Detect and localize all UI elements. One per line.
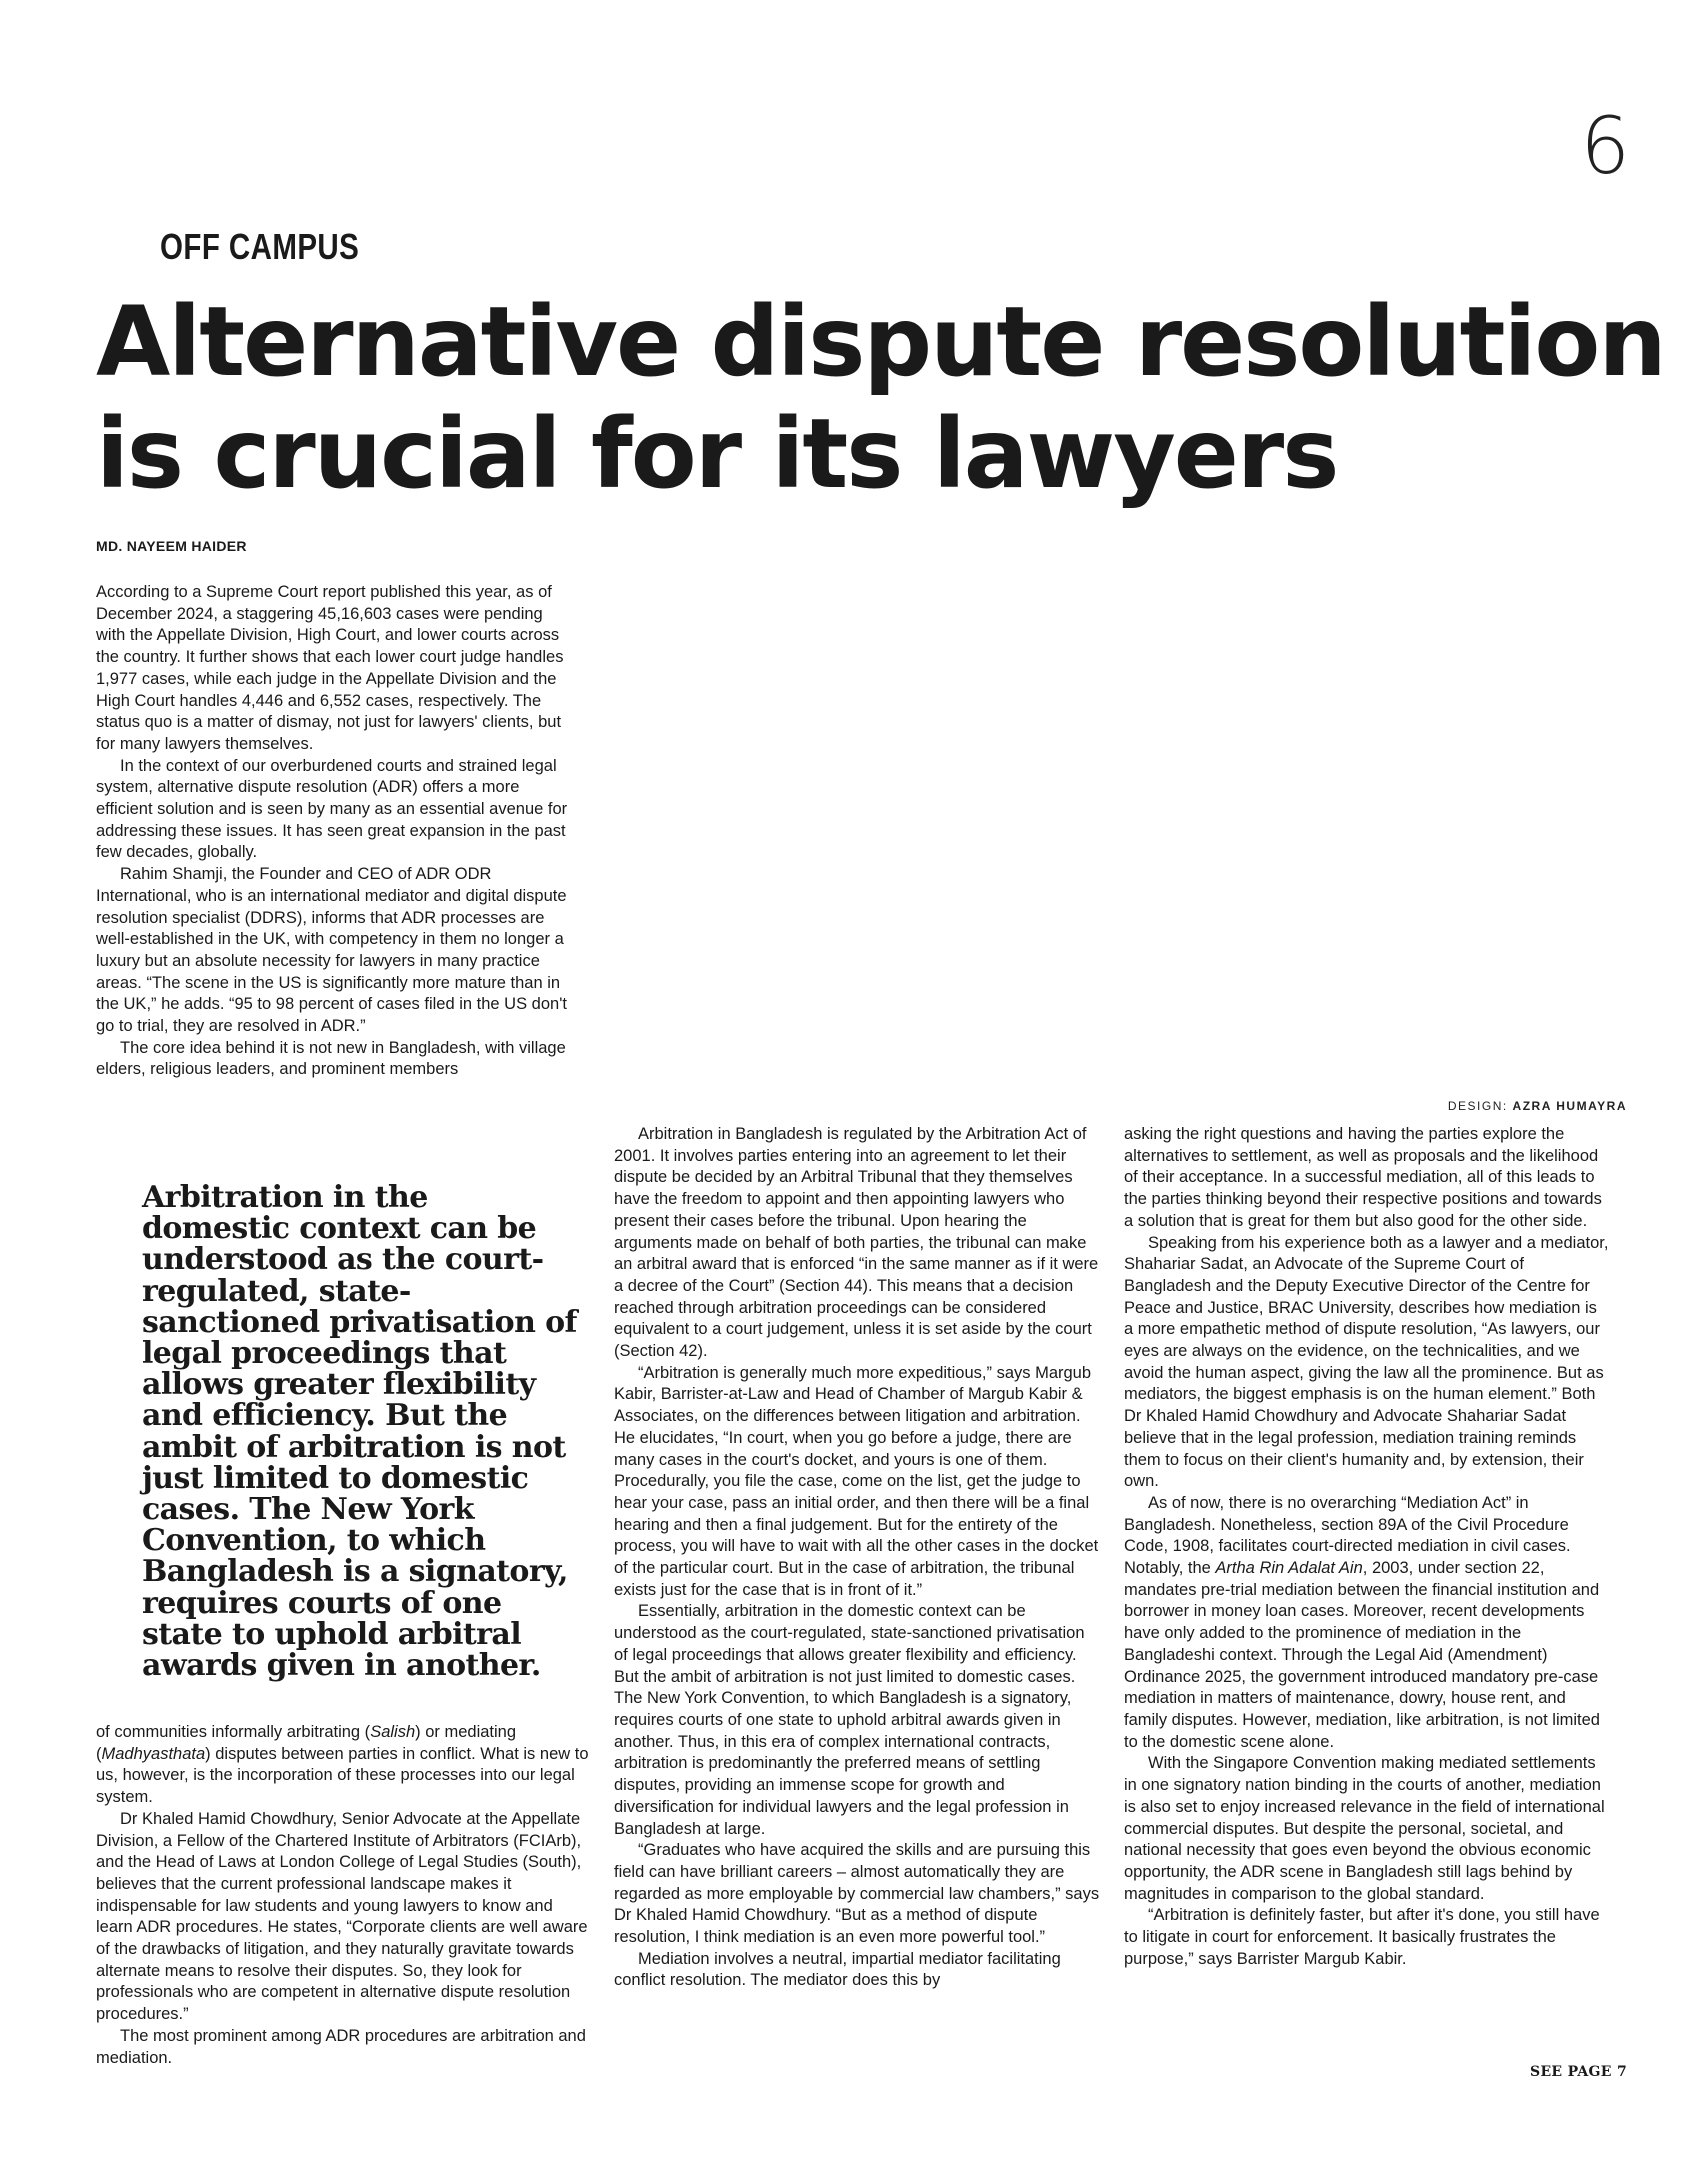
italic-term: Artha Rin Adalat Ain (1215, 1559, 1363, 1578)
article-paragraph: In the context of our overburdened courts and strained legal system, alternative dispute resolution (ADR) offers a more efficient solution and is seen by many as an essential avenue for addressing these issues. It has seen great expansion in the past few decades, globally. (96, 756, 568, 862)
design-credit-label: DESIGN: (1447, 1099, 1508, 1113)
italic-term: Salish (370, 1723, 416, 1741)
italic-term: Madhyasthata (101, 1744, 206, 1763)
headline-line-2: is crucial for its lawyers (96, 398, 1338, 510)
headline (96, 286, 1665, 510)
text-run: of communities informally arbitrating ( (96, 1723, 371, 1741)
article-paragraph: “Graduates who have acquired the skills and are pursuing this field can have brilliant careers – almost automatically they are regarded as more employable by commercial law chambers,” says Dr Khaled Hamid Chowdhury. “But as a method of dispute resolution, I think mediation is an even more powerful tool.” (614, 1841, 1100, 1947)
article-paragraph: Dr Khaled Hamid Chowdhury, Senior Advocate at the Appellate Division, a Fellow of the Chartered Institute of Arbitrators (FCIArb), and the Head of Laws at London College of Legal Studies (South), believes that the current professional landscape makes it indispensable for law students and young lawyers to know and learn ADR procedures. He states, “Corporate clients are well aware of the drawbacks of litigation, and they naturally gravitate towards alternate means to resolve their disputes. So, they look for professionals who are competent in alternative dispute resolution procedures.” (96, 1809, 588, 2024)
continued-on-page: SEE PAGE 7 (1530, 2064, 1627, 2080)
byline: MD. NAYEEM HAIDER (96, 538, 247, 554)
design-credit (1448, 1099, 1627, 1113)
article-paragraph: Mediation involves a neutral, impartial mediator facilitating conflict resolution. The mediator does this by (614, 1949, 1061, 1990)
text-run: ) or mediating ( (96, 1723, 517, 1763)
article-column-1-bottom (96, 1722, 591, 2069)
article-column-2 (614, 1124, 1100, 1992)
article-column-3 (1124, 1124, 1610, 1970)
article-paragraph: Arbitration in Bangladesh is regulated by the Arbitration Act of 2001. It involves parties entering into an agreement to let their dispute be decided by an Arbitral Tribunal that they themselves have the freedom to appoint and then appointing lawyers who present their cases before the tribunal. Upon hearing the arguments made on behalf of both parties, the tribunal can make an arbitral award that is enforced “in the same manner as if it were a decree of the Court” (Section 44). This means that a decision reached through arbitration proceedings can be considered equivalent to a court judgement, unless it is set aside by the court (Section 42). (614, 1125, 1099, 1361)
article-paragraph: According to a Supreme Court report published this year, as of December 2024, a staggering 45,16,603 cases were pending with the Appellate Division, High Court, and lower courts across the country. It further shows that each lower court judge handles 1,977 cases, while each judge in the Appellate Division and the High Court handles 4,446 and 6,552 cases, respectively. The status quo is a matter of dismay, not just for lawyers' clients, but for many lawyers themselves. (96, 583, 564, 753)
design-credit-name: AZRA HUMAYRA (1512, 1099, 1627, 1113)
article-paragraph: Essentially, arbitration in the domestic context can be understood as the court-regulated, state-sanctioned privatisation of legal proceedings that allows greater flexibility and efficiency. But the ambit of arbitration is not just limited to domestic cases. The New York Convention, to which Bangladesh is a signatory, requires courts of one state to uphold arbitral awards given in another. Thus, in this era of complex international contracts, arbitration is predominantly the preferred means of settling disputes, providing an immense scope for growth and diversification for individual lawyers and the legal profession in Bangladesh at large. (614, 1602, 1085, 1838)
text-run: , 2003, under section 22, mandates pre-trial mediation between the financial institution and borrower in money loan cases. Moreover, recent developments have only added to the prominence of mediation in the Bangladeshi context. Through the Legal Aid (Amendment) Ordinance 2025, the government introduced mandatory pre-case mediation in matters of maintenance, dowry, house rent, and family disputes. However, mediation, like arbitration, is not limited to the domestic scene alone. (1124, 1559, 1600, 1751)
article-paragraph: Speaking from his experience both as a lawyer and a mediator, Shahariar Sadat, an Advocate of the Supreme Court of Bangladesh and the Deputy Executive Director of the Centre for Peace and Justice, BRAC University, describes how mediation is a more empathetic method of dispute resolution, “As lawyers, our eyes are always on the evidence, on the technicalities, and we avoid the human aspect, giving the law all the prominence. But as mediators, the biggest emphasis is on the human element.” Both Dr Khaled Hamid Chowdhury and Advocate Shahariar Sadat believe that in the legal profession, mediation training reminds them to focus on their client's humanity and, by extension, their own. (1124, 1233, 1609, 1491)
text-run: As of now, there is no overarching “Mediation Act” in Bangladesh. Nonetheless, section 89A of the Civil Procedure Code, 1908, facilitates court-directed mediation in civil cases. Notably, the (1124, 1493, 1571, 1578)
section-label: OFF CAMPUS (160, 226, 360, 267)
pull-quote: Arbitration in the domestic context can be understood as the court-regulated, state-sanctioned privatisation of legal proceedings that allows greater flexibility and efficiency. But the ambit of arbitration is not just limited to domestic cases. The New York Convention, to which Bangladesh is a signatory, requires courts of one state to uphold arbitral awards given in another. (142, 1180, 577, 1684)
article-paragraph: With the Singapore Convention making mediated settlements in one signatory nation binding in the courts of another, mediation is also set to enjoy increased relevance in the field of international commercial disputes. But despite the personal, societal, and national necessity that goes even beyond the obvious economic opportunity, the ADR scene in Bangladesh still lags behind by magnitudes in comparison to the global standard. (1124, 1754, 1605, 1903)
article-paragraph: “Arbitration is generally much more expeditious,” says Margub Kabir, Barrister-at-Law and Head of Chamber of Margub Kabir & Associates, on the differences between litigation and arbitration. He elucidates, “In court, when you go before a judge, there are many cases in the court's docket, and yours is one of them. Procedurally, you file the case, come on the list, get the judge to hear your case, pass an initial order, and then there will be a final hearing and then a final judgement. But for the entirety of the process, you will have to wait with all the other cases in the docket of the particular court. But in the case of arbitration, the tribunal exists just for the case that is in front of it.” (614, 1363, 1099, 1599)
article-paragraph: asking the right questions and having the parties explore the alternatives to settlement, as well as proposals and the likelihood of their acceptance. In a successful mediation, all of this leads to the parties thinking beyond their respective positions and towards a solution that is great for them but also good for the other side. (1124, 1125, 1602, 1230)
headline-line-1: Alternative dispute resolution (96, 286, 1665, 398)
page-number: 6 (1580, 102, 1630, 192)
article-paragraph: Rahim Shamji, the Founder and CEO of ADR ODR International, who is an international mediator and digital dispute resolution specialist (DDRS), informs that ADR processes are well-established in the UK, with competency in them no longer a luxury but an absolute necessity for lawyers in many practice areas. “The scene in the US is significantly more mature than in the UK,” he adds. “95 to 98 percent of cases filed in the US don't go to trial, they are resolved in ADR.” (96, 865, 567, 1036)
article-column-1-top (96, 582, 571, 1081)
article-paragraph: The core idea behind it is not new in Bangladesh, with village elders, religious leaders, and prominent members (96, 1038, 566, 1079)
article-paragraph (96, 1722, 591, 1809)
article-paragraph (1124, 1493, 1610, 1753)
article-paragraph: “Arbitration is definitely faster, but after it's done, you still have to litigate in court for enforcement. It basically frustrates the purpose,” says Barrister Margub Kabir. (1124, 1906, 1600, 1968)
text-run: ) disputes between parties in conflict. What is new to us, however, is the incorporation of these processes into our legal system. (96, 1744, 589, 1807)
article-paragraph: The most prominent among ADR procedures are arbitration and mediation. (96, 2026, 586, 2067)
